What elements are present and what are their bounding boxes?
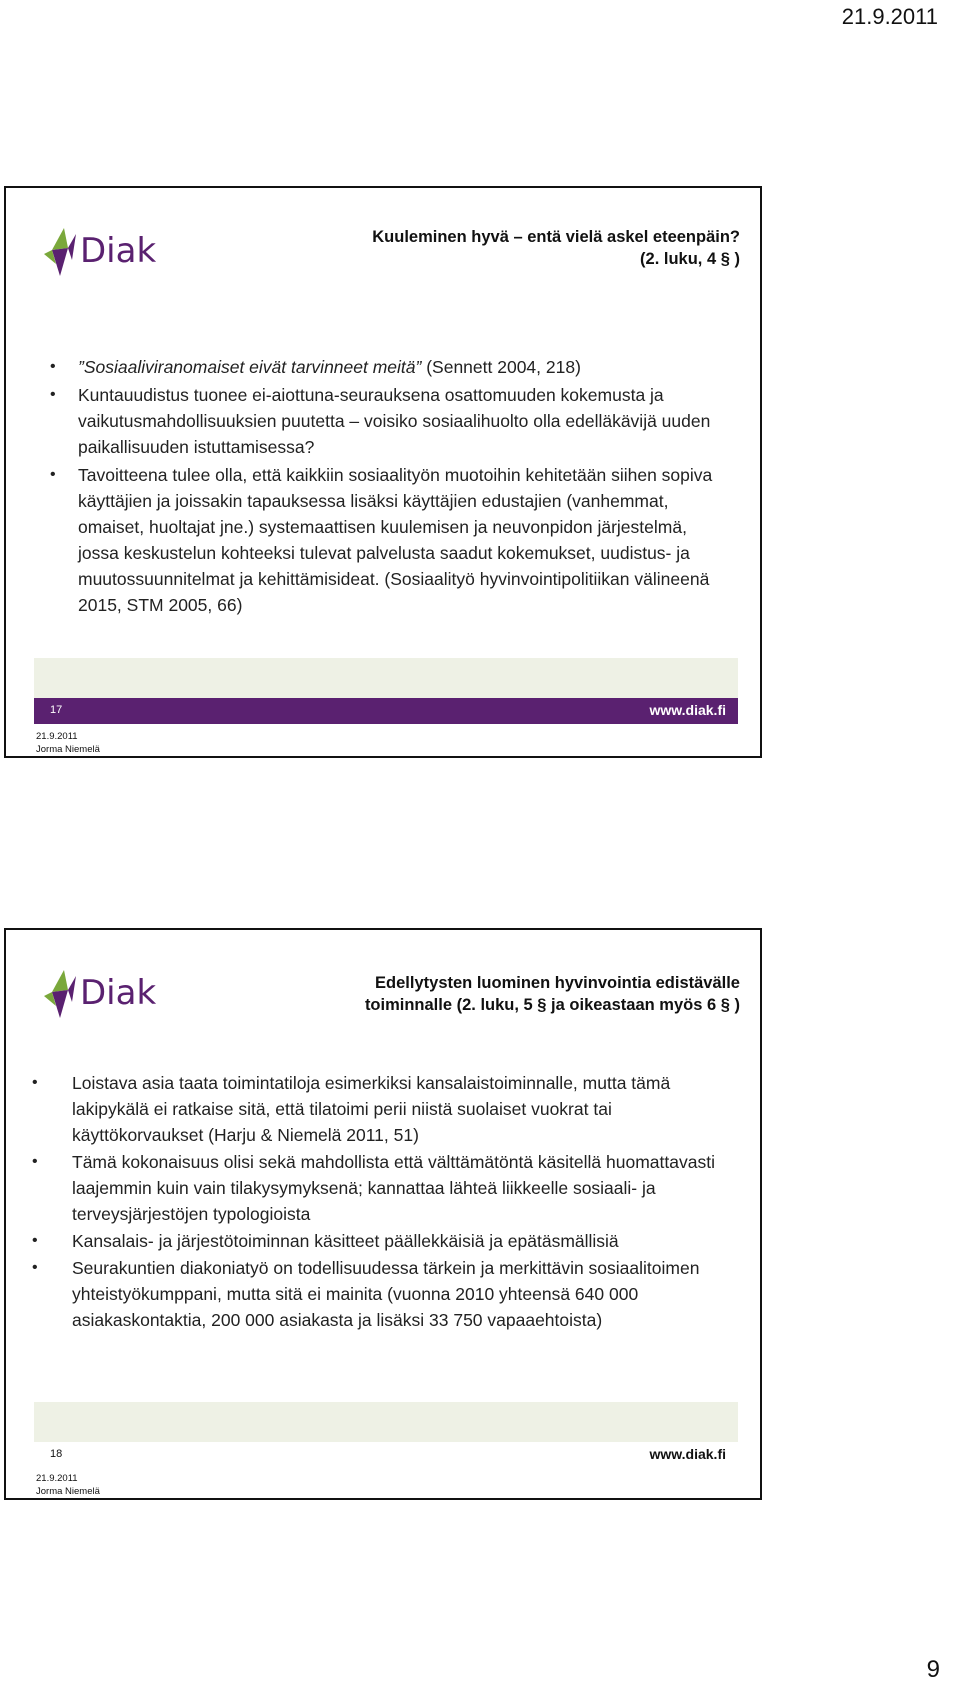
footer-band	[34, 1442, 738, 1468]
footer-date: 21.9.2011	[36, 731, 78, 742]
svg-text:Diak: Diak	[80, 973, 157, 1013]
website-link[interactable]: www.diak.fi	[649, 702, 726, 718]
footer-author: Jorma Niemelä	[36, 744, 100, 755]
bullet-item	[6, 1255, 720, 1333]
bullet-dot-icon: •	[32, 1232, 38, 1249]
footer-band-light	[34, 658, 738, 698]
bullet-dot-icon: •	[50, 358, 56, 375]
bullet-item	[6, 1228, 720, 1254]
title-line-2: toiminnalle (2. luku, 5 § ja oikeastaan myös 6 § )	[364, 996, 740, 1014]
website-link[interactable]: www.diak.fi	[649, 1446, 726, 1462]
diak-logo	[42, 220, 172, 280]
slide-18	[4, 928, 762, 1500]
slide-title	[300, 226, 740, 270]
bullet-item	[6, 462, 720, 618]
bullet-dot-icon: •	[50, 386, 56, 403]
footer-meta	[36, 730, 100, 756]
bullet-text: Tavoitteena tulee olla, että kaikkiin sosiaalityön muotoihin kehitetään siihen sopiva käyttäjien ja joissakin tapauksessa lisäksi käyttäjien edustajien (vanhemmat, omaiset, huoltajat jne.) systemaattisen kuulemisen ja neuvonpidon järjestelmä, jossa keskustelun kohteeksi tulevat palvelusta saadut kokemukset, uudistus- ja muutossuunnitelmat ja kehittämisideat. (Sosiaalityö hyvinvointipolitiikan välineenä 2015, STM 2005, 66)	[78, 465, 713, 615]
diak-logo	[42, 962, 172, 1022]
title-line-1: Kuuleminen hyvä – entä vielä askel eteenpäin?	[372, 228, 740, 246]
slide-number: 17	[50, 704, 63, 716]
footer-meta	[36, 1472, 100, 1498]
bullet-text: Tämä kokonaisuus olisi sekä mahdollista että välttämätöntä käsitellä huomattavasti laajemmin kuin vain tilakysymyksenä; kannattaa lähteä liikkeelle sosiaali- ja terveysjärjestöjen typologioista	[72, 1152, 715, 1224]
bullet-quote: ”Sosiaaliviranomaiset eivät tarvinneet meitä”	[78, 357, 422, 377]
bullet-dot-icon: •	[50, 466, 56, 483]
bullet-text: Kuntauudistus tuonee ei-aiottuna-seurauksena osattomuuden kokemusta ja vaikutusmahdollisuuksien puutetta – voisiko sosiaalihuolto olla edelläkävijä uuden paikallisuuden istuttamisessa?	[78, 385, 711, 457]
bullet-text: Seurakuntien diakoniatyö on todellisuudessa tärkein ja merkittävin sosiaalitoimen yhteistyökumppani, mutta sitä ei mainita (vuonna 2010 yhteensä 640 000 asiakaskontaktia, 200 000 asiakasta ja lisäksi 33 750 vapaaehtoista)	[72, 1258, 700, 1330]
page-date: 21.9.2011	[841, 4, 938, 29]
bullet-item	[6, 354, 720, 380]
footer-date: 21.9.2011	[36, 1473, 78, 1484]
footer-band-light	[34, 1402, 738, 1442]
bullet-dot-icon: •	[32, 1153, 38, 1170]
slide-17	[4, 186, 762, 758]
bullet-list	[6, 354, 720, 620]
bullet-text: Loistava asia taata toimintatiloja esimerkiksi kansalaistoiminnalle, mutta tämä lakipykälä ei ratkaise sitä, että tilatoimi perii niistä suolaiset vuokrat tai käyttökorvaukset (Harju & Niemelä 2011, 51)	[72, 1073, 671, 1145]
bullet-item	[6, 1149, 720, 1227]
bullet-list	[6, 1070, 720, 1334]
footer-band	[34, 698, 738, 724]
svg-text:Diak: Diak	[80, 231, 157, 271]
page-number: 9	[926, 1656, 940, 1683]
bullet-item	[6, 382, 720, 460]
title-line-1: Edellytysten luominen hyvinvointia edistävälle	[375, 974, 740, 992]
bullet-text: (Sennett 2004, 218)	[421, 357, 581, 377]
title-line-2: (2. luku, 4 § )	[640, 250, 740, 268]
slide-number: 18	[50, 1448, 63, 1460]
bullet-dot-icon: •	[32, 1259, 38, 1276]
footer-author: Jorma Niemelä	[36, 1486, 100, 1497]
bullet-dot-icon: •	[32, 1074, 38, 1091]
slide-title	[270, 972, 740, 1016]
bullet-text: Kansalais- ja järjestötoiminnan käsitteet päällekkäisiä ja epätäsmällisiä	[72, 1231, 619, 1251]
bullet-item	[6, 1070, 720, 1148]
